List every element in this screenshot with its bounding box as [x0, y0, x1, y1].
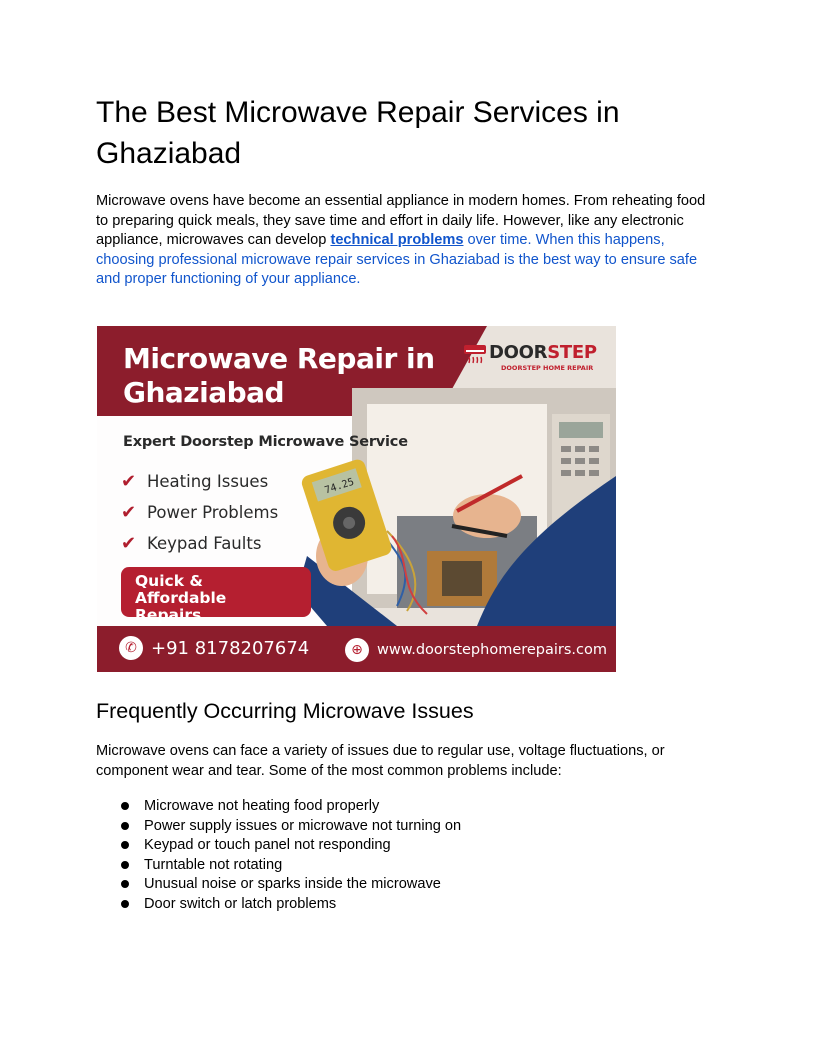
check-icon: ✔ — [121, 502, 137, 523]
banner-feature-label: Keypad Faults — [147, 534, 262, 553]
list-item — [120, 875, 461, 895]
list-item — [120, 836, 461, 856]
multimeter-reading: 74.25 — [323, 476, 356, 497]
list-item-text: Microwave not heating food properly — [144, 798, 380, 814]
logo-dark: DOOR — [489, 342, 548, 363]
banner-phone — [119, 636, 309, 660]
section-paragraph: Microwave ovens can face a variety of issues due to regular use, voltage fluctuations, or component wear and tear. Some of the most common problems include: — [96, 743, 665, 779]
list-item — [120, 895, 461, 915]
quick-affordable-badge: Quick & Affordable Repairs — [121, 567, 311, 617]
page-title: The Best Microwave Repair Services in Ghaziabad — [96, 96, 620, 170]
phone-number: +91 8178207674 — [151, 637, 310, 659]
ac-unit-icon — [463, 342, 487, 366]
list-item-text: Keypad or touch panel not responding — [144, 837, 391, 853]
phone-icon: ✆ — [119, 636, 143, 660]
bullet-icon — [121, 822, 129, 830]
website-url: www.doorstephomerepairs.com — [377, 642, 608, 658]
list-item — [120, 797, 461, 817]
section-heading: Frequently Occurring Microwave Issues — [96, 699, 474, 723]
list-item-text: Unusual noise or sparks inside the microwave — [144, 876, 441, 892]
bullet-icon — [121, 861, 129, 869]
list-item — [120, 817, 461, 837]
bullet-icon — [121, 841, 129, 849]
banner-feature-list — [121, 466, 278, 559]
intro-text-continued: over time. When this happens, choosing professional microwave repair services in Ghaziabad is the best way to ensure safe and proper functioning of your appliance. — [96, 232, 698, 287]
list-item-text: Door switch or latch problems — [144, 895, 337, 912]
banner-feature — [121, 497, 278, 528]
intro-paragraph — [96, 192, 720, 290]
list-item-text: Turntable not rotating — [144, 856, 283, 873]
logo-text — [489, 342, 597, 363]
bullet-icon — [121, 802, 129, 810]
list-item-text: Power supply issues or microwave not turning on — [144, 817, 462, 834]
banner-feature — [121, 466, 278, 497]
banner-subtitle: Expert Doorstep Microwave Service — [123, 434, 408, 450]
technical-problems-link[interactable]: technical problems — [330, 232, 464, 248]
check-icon: ✔ — [121, 471, 137, 492]
intro-text: Microwave ovens have become an essential appliance in modern homes. From reheating food to preparing quick meals, they save time and effort in daily life. However, like any electronic appliance, microwaves can develop — [96, 193, 706, 248]
check-icon: ✔ — [121, 533, 137, 554]
banner-feature — [121, 528, 278, 559]
bullet-icon — [121, 900, 129, 908]
banner-website — [345, 638, 607, 662]
banner-feature-label: Heating Issues — [147, 472, 269, 491]
globe-icon: ⊕ — [345, 638, 369, 662]
issues-list — [120, 797, 461, 914]
logo-red: STEP — [547, 342, 597, 363]
list-item — [120, 856, 461, 876]
microwave-repair-banner — [97, 326, 616, 672]
bullet-icon — [121, 880, 129, 888]
banner-title: Microwave Repair in Ghaziabad — [123, 342, 435, 409]
logo-subtitle: DOORSTEP HOME REPAIR — [501, 364, 594, 372]
banner-feature-label: Power Problems — [147, 503, 279, 522]
doorstep-logo — [463, 342, 597, 384]
